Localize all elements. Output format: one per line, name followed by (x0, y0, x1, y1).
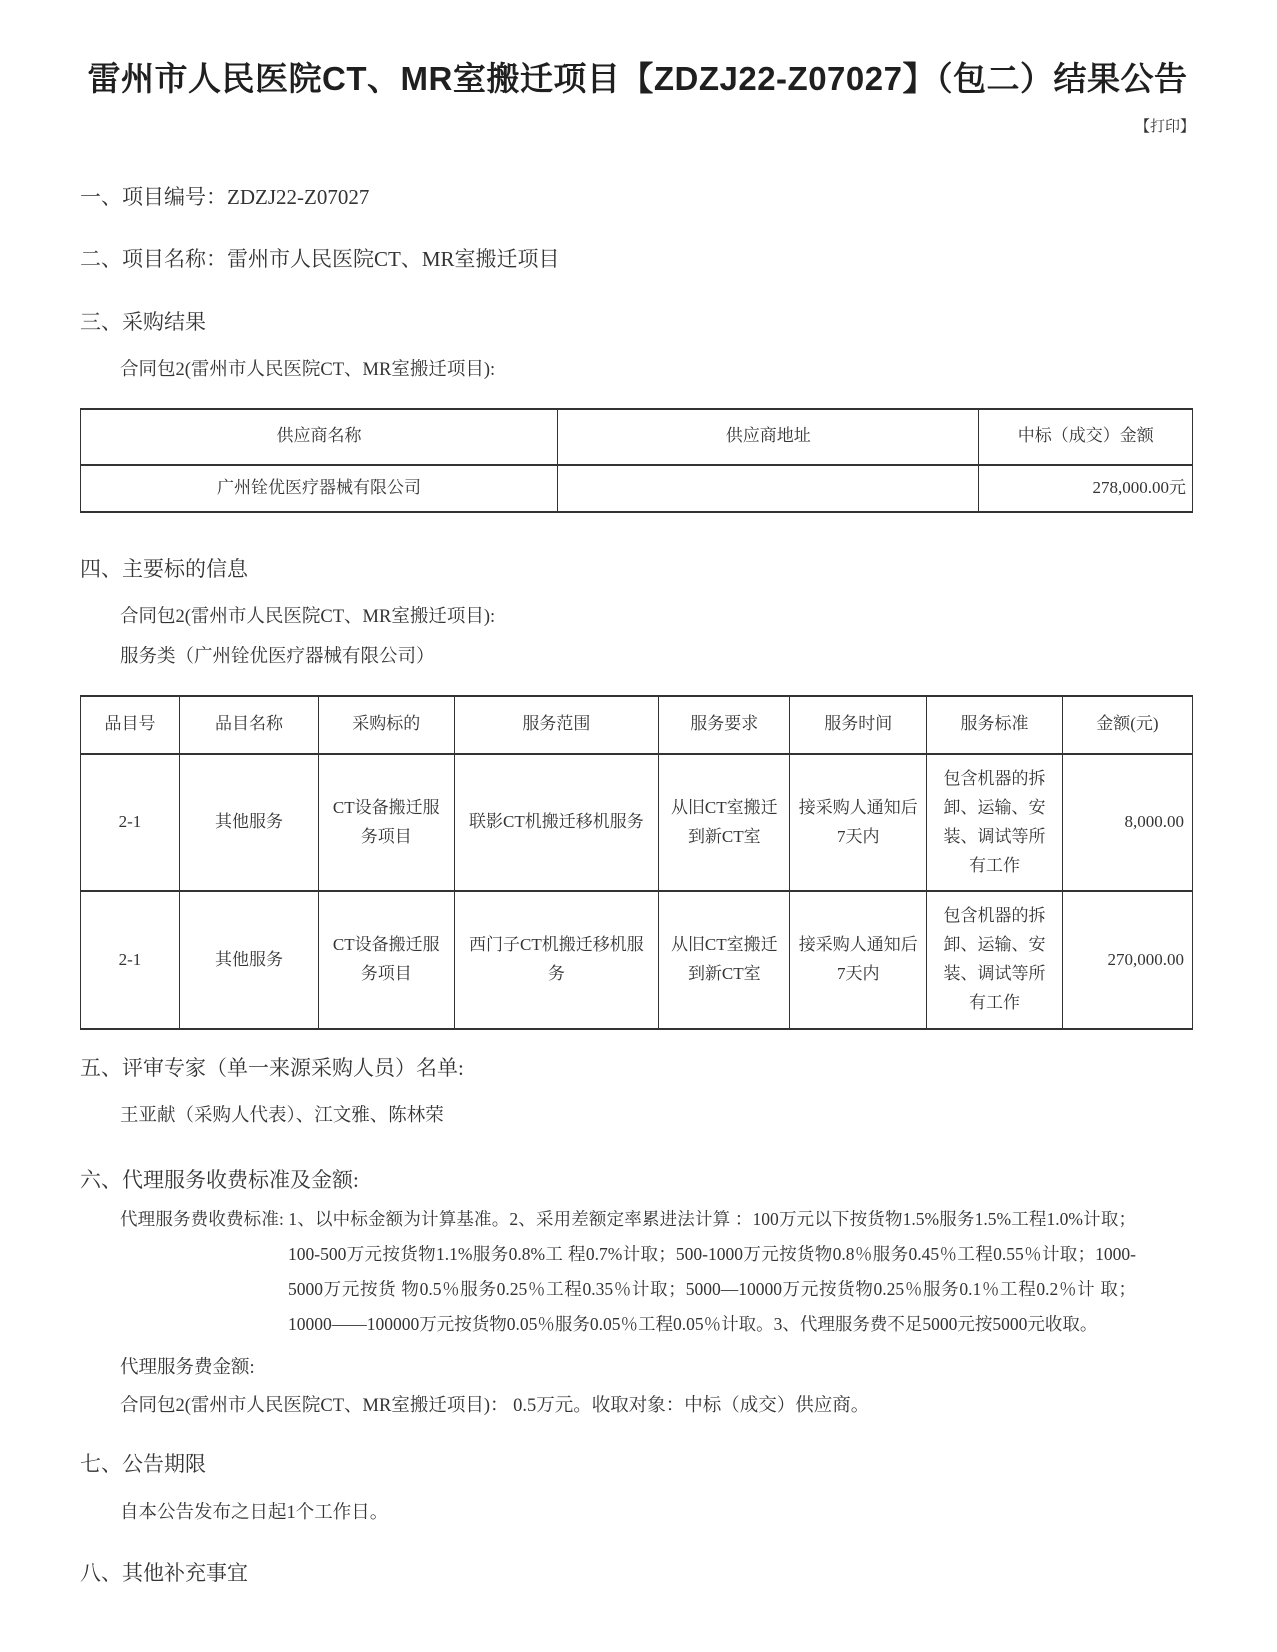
service-time-cell: 接采购人通知后7天内 (790, 754, 927, 892)
procurement-target-cell: CT设备搬迁服务项目 (318, 891, 454, 1029)
service-class-line: 服务类（广州铨优医疗器械有限公司） (120, 646, 435, 667)
section-heading-main-target-info: 四、主要标的信息 (80, 556, 248, 581)
service-time-cell: 接采购人通知后7天内 (790, 891, 927, 1029)
section-heading-review-experts: 五、评审专家（单一来源采购人员）名单: (80, 1055, 464, 1080)
print-link[interactable]: 【打印】 (1134, 119, 1195, 136)
procurement-target-cell: CT设备搬迁服务项目 (318, 754, 454, 892)
agency-fee-standard-paragraph: 代理服务费收费标准: 1、以中标金额为计算基准。2、采用差额定率累进法计算 ：100万元以下按货物1.5%服务1.5%工程1.0%计取；100-500万元按货物1.1%服务0.8%工 程0.7%计取；500-1000万元按货物0.8％服务0.45％工程0.55％计取；1000-5000万元按货 物0.5％服务0.25％工程0.35％计取；5000—10000万元按货物0.25％服务0.1％工程0.2％计 取；10000——100000万元按货物0.05％服务0.05％工程0.05％计取。3、代理服务费不足5000元按5000元收取。 (120, 1209, 1136, 1335)
agency-fee-amount-text: 合同包2(雷州市人民医院CT、MR室搬迁项目)： 0.5万元。收取对象：中标（成交）供应商。 (120, 1396, 870, 1417)
item-name-cell: 其他服务 (179, 754, 318, 892)
item-name-cell: 其他服务 (179, 891, 318, 1029)
amount-cell: 8,000.00 (1062, 754, 1192, 892)
section-heading-procurement-result: 三、采购结果 (80, 309, 206, 334)
announcement-period-text: 自本公告发布之日起1个工作日。 (120, 1502, 389, 1523)
section-heading-project-name: 二、项目名称：雷州市人民医院CT、MR室搬迁项目 (80, 247, 560, 272)
section-heading-agency-fee: 六、代理服务收费标准及金额: (80, 1168, 359, 1193)
award-amount-cell: 278,000.00元 (979, 465, 1193, 512)
supplier-name-header: 供应商名称 (81, 409, 558, 465)
procurement-target-header: 采购标的 (318, 696, 454, 754)
package-intro-target: 合同包2(雷州市人民医院CT、MR室搬迁项目): (120, 606, 496, 627)
service-scope-header: 服务范围 (454, 696, 659, 754)
service-requirement-cell: 从旧CT室搬迁到新CT室 (659, 754, 790, 892)
item-no-cell: 2-1 (81, 754, 180, 892)
service-standard-cell: 包含机器的拆卸、运输、安装、调试等所有工作 (927, 754, 1063, 892)
agency-fee-amount-label: 代理服务费金额: (120, 1358, 255, 1379)
amount-cell: 270,000.00 (1062, 891, 1192, 1029)
supplier-table-header-row (81, 409, 1193, 465)
section-heading-other-matters: 八、其他补充事宜 (80, 1560, 248, 1585)
print-row (80, 115, 1195, 135)
items-table-row (81, 891, 1193, 1029)
section-heading-announcement-period: 七、公告期限 (80, 1452, 206, 1477)
items-table-row (81, 754, 1193, 892)
supplier-address-cell (558, 465, 979, 512)
review-experts-names: 王亚献（采购人代表）、江文雅、陈林荣 (120, 1106, 444, 1127)
item-name-header: 品目名称 (179, 696, 318, 754)
supplier-table (80, 408, 1193, 513)
service-time-header: 服务时间 (790, 696, 927, 754)
award-amount-header: 中标（成交）金额 (979, 409, 1193, 465)
item-no-header: 品目号 (81, 696, 180, 754)
service-scope-cell: 西门子CT机搬迁移机服务 (454, 891, 659, 1029)
page-title: 雷州市人民医院CT、MR室搬迁项目【ZDZJ22-Z07027】（包二）结果公告 (87, 60, 1188, 97)
service-standard-header: 服务标准 (927, 696, 1063, 754)
section-heading-project-number: 一、项目编号：ZDZJ22-Z07027 (80, 185, 370, 210)
items-table (80, 695, 1193, 1030)
supplier-name-cell: 广州铨优医疗器械有限公司 (81, 465, 558, 512)
service-scope-cell: 联影CT机搬迁移机服务 (454, 754, 659, 892)
package-intro-result: 合同包2(雷州市人民医院CT、MR室搬迁项目): (120, 359, 496, 380)
service-requirement-cell: 从旧CT室搬迁到新CT室 (659, 891, 790, 1029)
supplier-address-header: 供应商地址 (558, 409, 979, 465)
service-requirement-header: 服务要求 (659, 696, 790, 754)
service-standard-cell: 包含机器的拆卸、运输、安装、调试等所有工作 (927, 891, 1063, 1029)
items-table-header-row (81, 696, 1193, 754)
amount-header: 金额(元) (1062, 696, 1192, 754)
supplier-table-row (81, 465, 1193, 512)
item-no-cell: 2-1 (81, 891, 180, 1029)
